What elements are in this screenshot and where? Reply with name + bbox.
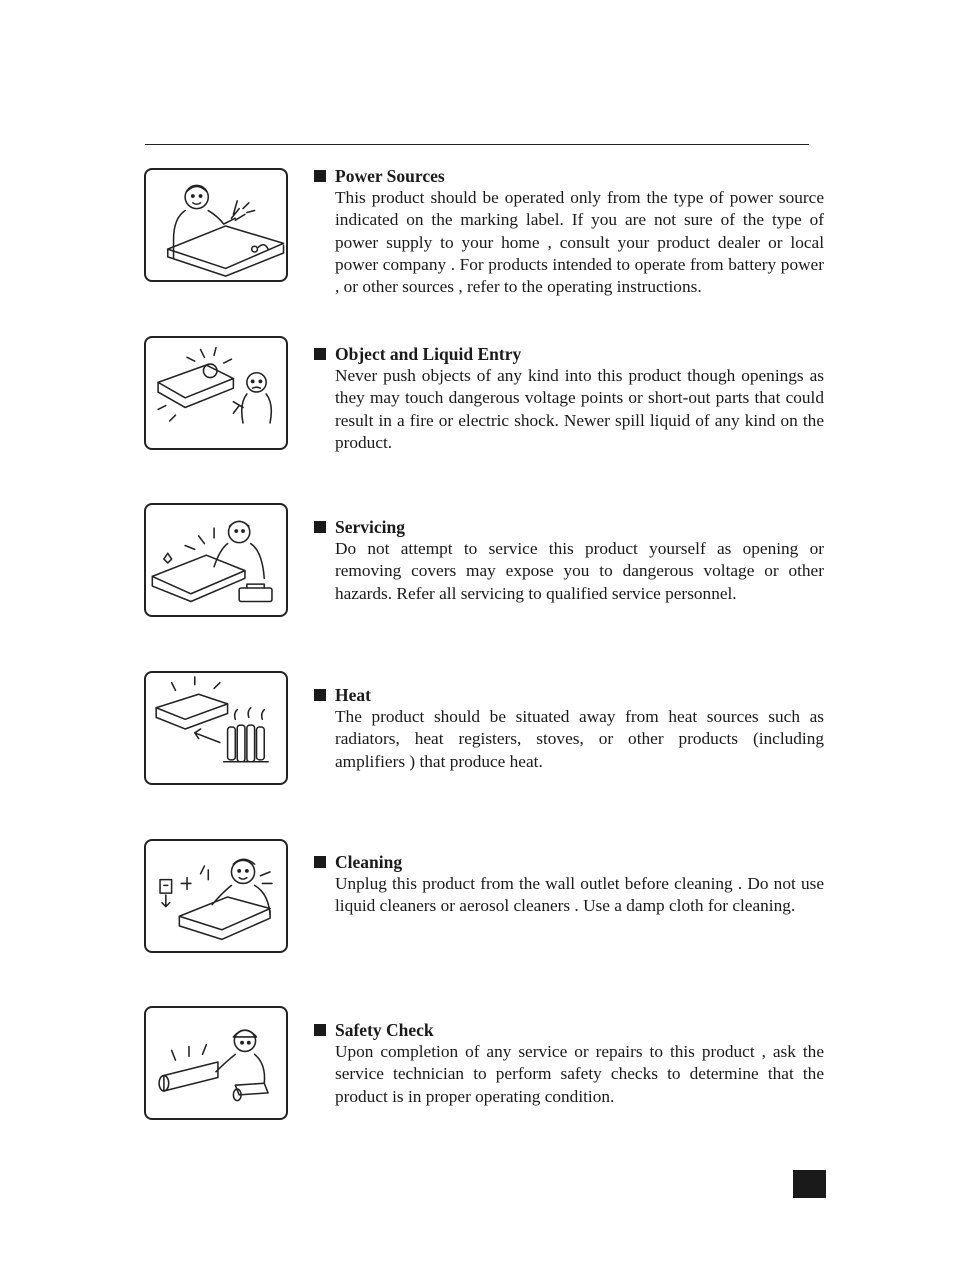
section-heading: Heat [335, 685, 371, 705]
page-marker-tab [793, 1170, 826, 1198]
section-bullet [314, 856, 326, 868]
section-heading: Servicing [335, 517, 405, 537]
servicing-illustration-icon [144, 503, 288, 617]
section-body: Unplug this product from the wall outlet before cleaning . Do not use liquid cleaners or aerosol cleaners . Use a damp cloth for cleaning. [335, 874, 824, 916]
section-heading: Safety Check [335, 1020, 434, 1040]
section-body: This product should be operated only from the type of power source indicated on the marking label. If you are not sure of the type of power supply to your home , consult your product dealer or local power company . For products intended to operate from battery power , or other sources , refer to the operating instructions. [335, 188, 824, 297]
section-heading: Object and Liquid Entry [335, 344, 522, 364]
section-body: Upon completion of any service or repairs to this product , ask the service technician to perform safety checks to determine that the product is in proper operating condition. [335, 1042, 824, 1106]
section-bullet [314, 170, 326, 182]
section-body: Never push objects of any kind into this product though openings as they may touch dangerous voltage points or short-out parts that could result in a fire or electric shock. Newer spill liquid of any kind on the product. [335, 366, 824, 452]
section-bullet [314, 348, 326, 360]
header-rule [145, 144, 809, 145]
section-heading: Power Sources [335, 166, 445, 186]
heat-illustration-icon [144, 671, 288, 785]
safety-check-illustration-icon [144, 1006, 288, 1120]
cleaning-illustration-icon [144, 839, 288, 953]
section-body: The product should be situated away from heat sources such as radiators, heat registers, stoves, or other products (including amplifiers ) that produce heat. [335, 707, 824, 771]
section-body: Do not attempt to service this product yourself as opening or removing covers may expose you to dangerous voltage or other hazards. Refer all servicing to qualified service personnel. [335, 539, 824, 603]
object-liquid-entry-illustration-icon [144, 336, 288, 450]
section-bullet [314, 521, 326, 533]
power-sources-illustration-icon [144, 168, 288, 282]
section-heading: Cleaning [335, 852, 403, 872]
section-bullet [314, 689, 326, 701]
section-bullet [314, 1024, 326, 1036]
